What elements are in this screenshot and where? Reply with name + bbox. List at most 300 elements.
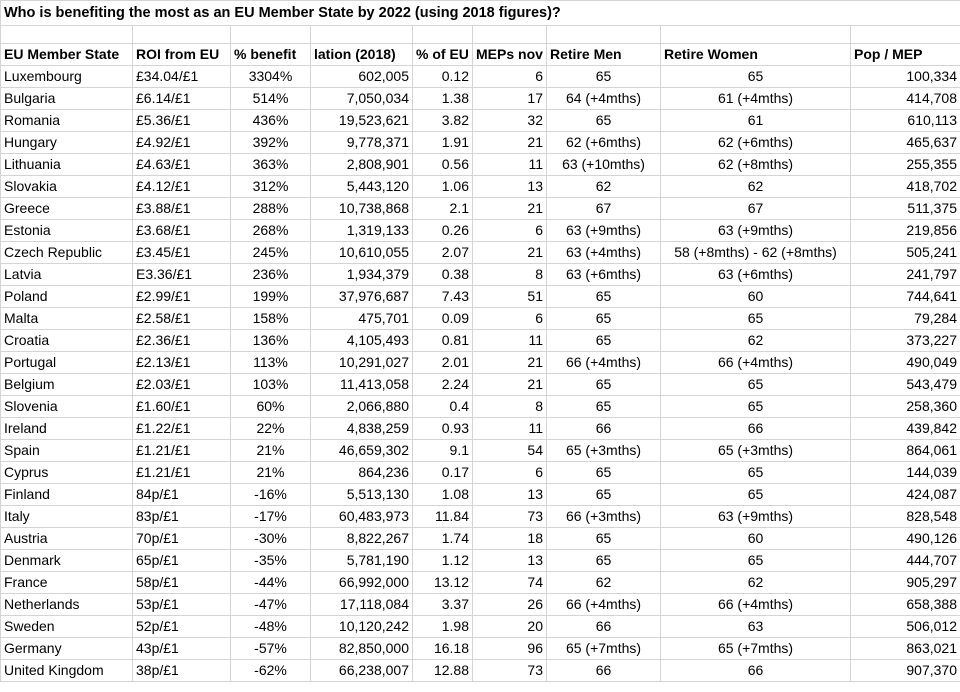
cell-meps[interactable]: 21 bbox=[473, 198, 547, 220]
title-row bbox=[1, 1, 960, 26]
cell-retire-men[interactable]: 65 bbox=[547, 528, 661, 550]
cell-pct-eu[interactable]: 2.07 bbox=[413, 242, 473, 264]
cell-state[interactable]: Luxembourg bbox=[1, 66, 133, 88]
cell-benefit[interactable]: 113% bbox=[231, 352, 311, 374]
table-row bbox=[1, 198, 960, 220]
table-row bbox=[1, 88, 960, 110]
cell-state[interactable]: Greece bbox=[1, 198, 133, 220]
cell-retire-women[interactable]: 62 bbox=[661, 176, 851, 198]
cell-retire-women[interactable]: 60 bbox=[661, 286, 851, 308]
cell-pct-eu[interactable]: 0.38 bbox=[413, 264, 473, 286]
cell-meps[interactable]: 21 bbox=[473, 352, 547, 374]
header-pct-eu[interactable]: % of EU bbox=[413, 44, 473, 66]
cell-roi[interactable]: £5.36/£1 bbox=[133, 110, 231, 132]
cell-pop-mep[interactable]: 828,548 bbox=[851, 506, 960, 528]
cell-population[interactable]: 4,838,259 bbox=[311, 418, 413, 440]
cell-pct-eu[interactable]: 16.18 bbox=[413, 638, 473, 660]
cell-meps[interactable]: 18 bbox=[473, 528, 547, 550]
cell-roi[interactable]: 43p/£1 bbox=[133, 638, 231, 660]
cell-retire-women[interactable]: 65 bbox=[661, 66, 851, 88]
cell-pop-mep[interactable]: 511,375 bbox=[851, 198, 960, 220]
header-benefit[interactable]: % benefit bbox=[231, 44, 311, 66]
cell[interactable] bbox=[231, 26, 311, 44]
cell-population[interactable]: 5,443,120 bbox=[311, 176, 413, 198]
cell-state[interactable]: Finland bbox=[1, 484, 133, 506]
cell-retire-men[interactable]: 64 (+4mths) bbox=[547, 88, 661, 110]
cell-pct-eu[interactable]: 2.1 bbox=[413, 198, 473, 220]
cell-retire-women[interactable]: 67 bbox=[661, 198, 851, 220]
cell[interactable] bbox=[661, 26, 851, 44]
cell-pct-eu[interactable]: 0.17 bbox=[413, 462, 473, 484]
cell-retire-men[interactable]: 65 bbox=[547, 484, 661, 506]
cell-state[interactable]: Hungary bbox=[1, 132, 133, 154]
cell-benefit[interactable]: 158% bbox=[231, 308, 311, 330]
cell-meps[interactable]: 13 bbox=[473, 484, 547, 506]
cell-pop-mep[interactable]: 610,113 bbox=[851, 110, 960, 132]
cell-roi[interactable]: 83p/£1 bbox=[133, 506, 231, 528]
cell-population[interactable]: 5,513,130 bbox=[311, 484, 413, 506]
table-row bbox=[1, 352, 960, 374]
table-row bbox=[1, 638, 960, 660]
header-row bbox=[1, 44, 960, 66]
table-row bbox=[1, 594, 960, 616]
cell-roi[interactable]: £2.58/£1 bbox=[133, 308, 231, 330]
cell-benefit[interactable]: -47% bbox=[231, 594, 311, 616]
cell-population[interactable]: 66,992,000 bbox=[311, 572, 413, 594]
cell-benefit[interactable]: 436% bbox=[231, 110, 311, 132]
header-pop-mep[interactable]: Pop / MEP bbox=[851, 44, 960, 66]
cell-roi[interactable]: £1.21/£1 bbox=[133, 440, 231, 462]
cell-roi[interactable]: £2.36/£1 bbox=[133, 330, 231, 352]
table-row bbox=[1, 154, 960, 176]
cell-population[interactable]: 2,066,880 bbox=[311, 396, 413, 418]
cell-population[interactable]: 8,822,267 bbox=[311, 528, 413, 550]
cell-retire-men[interactable]: 66 bbox=[547, 660, 661, 682]
cell-roi[interactable]: £2.99/£1 bbox=[133, 286, 231, 308]
cell-meps[interactable]: 11 bbox=[473, 330, 547, 352]
cell-retire-men[interactable]: 63 (+9mths) bbox=[547, 220, 661, 242]
cell-meps[interactable]: 6 bbox=[473, 462, 547, 484]
cell-retire-women[interactable]: 62 (+6mths) bbox=[661, 132, 851, 154]
cell-meps[interactable]: 20 bbox=[473, 616, 547, 638]
cell-pop-mep[interactable]: 258,360 bbox=[851, 396, 960, 418]
cell-retire-women[interactable]: 63 bbox=[661, 616, 851, 638]
cell-state[interactable]: Spain bbox=[1, 440, 133, 462]
cell-retire-women[interactable]: 62 bbox=[661, 572, 851, 594]
cell-state[interactable]: Austria bbox=[1, 528, 133, 550]
cell-retire-women[interactable]: 60 bbox=[661, 528, 851, 550]
cell-pop-mep[interactable]: 490,049 bbox=[851, 352, 960, 374]
cell-roi[interactable]: £4.12/£1 bbox=[133, 176, 231, 198]
cell-pop-mep[interactable]: 543,479 bbox=[851, 374, 960, 396]
cell-roi[interactable]: £2.03/£1 bbox=[133, 374, 231, 396]
cell-benefit[interactable]: 22% bbox=[231, 418, 311, 440]
cell-retire-men[interactable]: 65 bbox=[547, 374, 661, 396]
cell-retire-women[interactable]: 62 (+8mths) bbox=[661, 154, 851, 176]
table-row bbox=[1, 418, 960, 440]
cell-benefit[interactable]: -16% bbox=[231, 484, 311, 506]
cell-roi[interactable]: £3.68/£1 bbox=[133, 220, 231, 242]
table-row bbox=[1, 242, 960, 264]
cell[interactable] bbox=[413, 26, 473, 44]
cell-benefit[interactable]: 245% bbox=[231, 242, 311, 264]
cell-retire-women[interactable]: 65 bbox=[661, 550, 851, 572]
header-retire-women[interactable]: Retire Women bbox=[661, 44, 851, 66]
cell-state[interactable]: Denmark bbox=[1, 550, 133, 572]
cell-pop-mep[interactable]: 864,061 bbox=[851, 440, 960, 462]
cell-meps[interactable]: 6 bbox=[473, 66, 547, 88]
cell-roi[interactable]: E3.36/£1 bbox=[133, 264, 231, 286]
header-state[interactable]: EU Member State bbox=[1, 44, 133, 66]
header-retire-men[interactable]: Retire Men bbox=[547, 44, 661, 66]
cell-roi[interactable]: 84p/£1 bbox=[133, 484, 231, 506]
cell-benefit[interactable]: -30% bbox=[231, 528, 311, 550]
cell-state[interactable]: Portugal bbox=[1, 352, 133, 374]
cell-roi[interactable]: £1.22/£1 bbox=[133, 418, 231, 440]
table-row bbox=[1, 220, 960, 242]
cell-state[interactable]: Cyprus bbox=[1, 462, 133, 484]
cell-benefit[interactable]: -57% bbox=[231, 638, 311, 660]
cell-pop-mep[interactable]: 144,039 bbox=[851, 462, 960, 484]
cell-retire-men[interactable]: 62 bbox=[547, 572, 661, 594]
header-population[interactable]: lation (2018) bbox=[311, 44, 413, 66]
cell-retire-women[interactable]: 62 bbox=[661, 330, 851, 352]
cell-benefit[interactable]: 363% bbox=[231, 154, 311, 176]
cell-population[interactable]: 19,523,621 bbox=[311, 110, 413, 132]
cell-retire-women[interactable]: 65 bbox=[661, 308, 851, 330]
header-roi[interactable]: ROI from EU bbox=[133, 44, 231, 66]
table-row bbox=[1, 660, 960, 682]
cell-roi[interactable]: £4.92/£1 bbox=[133, 132, 231, 154]
cell-pct-eu[interactable]: 3.82 bbox=[413, 110, 473, 132]
cell-pct-eu[interactable]: 2.01 bbox=[413, 352, 473, 374]
table-row bbox=[1, 66, 960, 88]
cell-population[interactable]: 82,850,000 bbox=[311, 638, 413, 660]
cell-population[interactable]: 475,701 bbox=[311, 308, 413, 330]
cell-retire-women[interactable]: 66 (+4mths) bbox=[661, 352, 851, 374]
table-row bbox=[1, 528, 960, 550]
cell[interactable] bbox=[133, 26, 231, 44]
cell-meps[interactable]: 17 bbox=[473, 88, 547, 110]
cell-benefit[interactable]: 288% bbox=[231, 198, 311, 220]
cell-meps[interactable]: 13 bbox=[473, 550, 547, 572]
cell-retire-men[interactable]: 65 (+7mths) bbox=[547, 638, 661, 660]
table-body bbox=[1, 1, 960, 682]
cell-population[interactable]: 5,781,190 bbox=[311, 550, 413, 572]
cell-retire-men[interactable]: 63 (+4mths) bbox=[547, 242, 661, 264]
cell-population[interactable]: 4,105,493 bbox=[311, 330, 413, 352]
cell-roi[interactable]: 70p/£1 bbox=[133, 528, 231, 550]
cell-state[interactable]: Malta bbox=[1, 308, 133, 330]
cell-pct-eu[interactable]: 9.1 bbox=[413, 440, 473, 462]
cell-roi[interactable]: £4.63/£1 bbox=[133, 154, 231, 176]
cell-retire-men[interactable]: 62 bbox=[547, 176, 661, 198]
cell[interactable] bbox=[1, 26, 133, 44]
cell-state[interactable]: Italy bbox=[1, 506, 133, 528]
cell-roi[interactable]: £6.14/£1 bbox=[133, 88, 231, 110]
cell-benefit[interactable]: 514% bbox=[231, 88, 311, 110]
cell-pop-mep[interactable]: 506,012 bbox=[851, 616, 960, 638]
cell-pop-mep[interactable]: 255,355 bbox=[851, 154, 960, 176]
cell-pct-eu[interactable]: 1.06 bbox=[413, 176, 473, 198]
cell[interactable] bbox=[851, 26, 960, 44]
cell-state[interactable]: Estonia bbox=[1, 220, 133, 242]
table-row bbox=[1, 550, 960, 572]
cell-retire-women[interactable]: 66 bbox=[661, 660, 851, 682]
cell-benefit[interactable]: 312% bbox=[231, 176, 311, 198]
cell-meps[interactable]: 54 bbox=[473, 440, 547, 462]
cell-pct-eu[interactable]: 1.08 bbox=[413, 484, 473, 506]
cell-benefit[interactable]: -35% bbox=[231, 550, 311, 572]
cell-state[interactable]: Belgium bbox=[1, 374, 133, 396]
table-row bbox=[1, 110, 960, 132]
cell-retire-women[interactable]: 65 (+3mths) bbox=[661, 440, 851, 462]
cell-meps[interactable]: 21 bbox=[473, 374, 547, 396]
cell-state[interactable]: Lithuania bbox=[1, 154, 133, 176]
cell-pop-mep[interactable]: 863,021 bbox=[851, 638, 960, 660]
cell-benefit[interactable]: 236% bbox=[231, 264, 311, 286]
cell-pop-mep[interactable]: 219,856 bbox=[851, 220, 960, 242]
cell-pop-mep[interactable]: 905,297 bbox=[851, 572, 960, 594]
cell-population[interactable]: 10,610,055 bbox=[311, 242, 413, 264]
cell-meps[interactable]: 6 bbox=[473, 220, 547, 242]
cell-population[interactable]: 1,934,379 bbox=[311, 264, 413, 286]
cell-benefit[interactable]: 3304% bbox=[231, 66, 311, 88]
cell-benefit[interactable]: 21% bbox=[231, 440, 311, 462]
cell-state[interactable]: Croatia bbox=[1, 330, 133, 352]
cell-benefit[interactable]: -44% bbox=[231, 572, 311, 594]
cell-benefit[interactable]: -48% bbox=[231, 616, 311, 638]
cell-roi[interactable]: 38p/£1 bbox=[133, 660, 231, 682]
sheet-title[interactable]: Who is benefiting the most as an EU Member State by 2022 (using 2018 figures)? bbox=[1, 1, 960, 26]
cell-population[interactable]: 11,413,058 bbox=[311, 374, 413, 396]
cell-meps[interactable]: 96 bbox=[473, 638, 547, 660]
table-row bbox=[1, 264, 960, 286]
cell-population[interactable]: 10,291,027 bbox=[311, 352, 413, 374]
cell-retire-men[interactable]: 66 bbox=[547, 616, 661, 638]
cell-meps[interactable]: 51 bbox=[473, 286, 547, 308]
cell-pct-eu[interactable]: 3.37 bbox=[413, 594, 473, 616]
cell-roi[interactable]: £1.21/£1 bbox=[133, 462, 231, 484]
cell-pct-eu[interactable]: 11.84 bbox=[413, 506, 473, 528]
cell-state[interactable]: United Kingdom bbox=[1, 660, 133, 682]
cell-meps[interactable]: 73 bbox=[473, 660, 547, 682]
cell-pct-eu[interactable]: 1.74 bbox=[413, 528, 473, 550]
cell-retire-men[interactable]: 65 bbox=[547, 286, 661, 308]
cell-retire-men[interactable]: 62 (+6mths) bbox=[547, 132, 661, 154]
cell-retire-women[interactable]: 65 bbox=[661, 374, 851, 396]
cell-retire-men[interactable]: 63 (+10mths) bbox=[547, 154, 661, 176]
cell-benefit[interactable]: -62% bbox=[231, 660, 311, 682]
cell-pct-eu[interactable]: 0.12 bbox=[413, 66, 473, 88]
table-row bbox=[1, 374, 960, 396]
cell-retire-women[interactable]: 58 (+8mths) - 62 (+8mths) bbox=[661, 242, 851, 264]
cell-state[interactable]: Slovenia bbox=[1, 396, 133, 418]
table-row bbox=[1, 506, 960, 528]
cell-meps[interactable]: 11 bbox=[473, 418, 547, 440]
cell-meps[interactable]: 21 bbox=[473, 242, 547, 264]
cell-roi[interactable]: £3.45/£1 bbox=[133, 242, 231, 264]
table-row bbox=[1, 308, 960, 330]
cell-retire-men[interactable]: 65 bbox=[547, 308, 661, 330]
cell-state[interactable]: Slovakia bbox=[1, 176, 133, 198]
cell-benefit[interactable]: 392% bbox=[231, 132, 311, 154]
cell-population[interactable]: 9,778,371 bbox=[311, 132, 413, 154]
cell-retire-women[interactable]: 63 (+9mths) bbox=[661, 506, 851, 528]
cell-meps[interactable]: 11 bbox=[473, 154, 547, 176]
cell-pop-mep[interactable]: 373,227 bbox=[851, 330, 960, 352]
cell-population[interactable]: 1,319,133 bbox=[311, 220, 413, 242]
cell-state[interactable]: France bbox=[1, 572, 133, 594]
cell-population[interactable]: 10,120,242 bbox=[311, 616, 413, 638]
cell-meps[interactable]: 13 bbox=[473, 176, 547, 198]
cell-meps[interactable]: 32 bbox=[473, 110, 547, 132]
table-row bbox=[1, 440, 960, 462]
cell-population[interactable]: 17,118,084 bbox=[311, 594, 413, 616]
table-row bbox=[1, 616, 960, 638]
cell-population[interactable]: 864,236 bbox=[311, 462, 413, 484]
table-row bbox=[1, 484, 960, 506]
cell-retire-men[interactable]: 66 (+4mths) bbox=[547, 352, 661, 374]
cell-population[interactable]: 46,659,302 bbox=[311, 440, 413, 462]
cell-pop-mep[interactable]: 79,284 bbox=[851, 308, 960, 330]
cell-retire-men[interactable]: 65 bbox=[547, 550, 661, 572]
cell-retire-men[interactable]: 65 bbox=[547, 330, 661, 352]
cell-state[interactable]: Latvia bbox=[1, 264, 133, 286]
cell-population[interactable]: 60,483,973 bbox=[311, 506, 413, 528]
cell-population[interactable]: 2,808,901 bbox=[311, 154, 413, 176]
cell-state[interactable]: Bulgaria bbox=[1, 88, 133, 110]
cell-pct-eu[interactable]: 0.4 bbox=[413, 396, 473, 418]
table-row bbox=[1, 396, 960, 418]
cell[interactable] bbox=[547, 26, 661, 44]
cell-retire-men[interactable]: 63 (+6mths) bbox=[547, 264, 661, 286]
cell-roi[interactable]: £34.04/£1 bbox=[133, 66, 231, 88]
cell-pop-mep[interactable]: 490,126 bbox=[851, 528, 960, 550]
cell-retire-men[interactable]: 66 bbox=[547, 418, 661, 440]
cell-meps[interactable]: 73 bbox=[473, 506, 547, 528]
cell-retire-women[interactable]: 63 (+6mths) bbox=[661, 264, 851, 286]
cell-pop-mep[interactable]: 439,842 bbox=[851, 418, 960, 440]
table-row bbox=[1, 572, 960, 594]
cell-state[interactable]: Ireland bbox=[1, 418, 133, 440]
cell-pct-eu[interactable]: 0.56 bbox=[413, 154, 473, 176]
cell-pct-eu[interactable]: 7.43 bbox=[413, 286, 473, 308]
cell-retire-women[interactable]: 65 bbox=[661, 396, 851, 418]
cell-pct-eu[interactable]: 1.38 bbox=[413, 88, 473, 110]
cell-meps[interactable]: 6 bbox=[473, 308, 547, 330]
cell-retire-women[interactable]: 61 (+4mths) bbox=[661, 88, 851, 110]
cell-roi[interactable]: 52p/£1 bbox=[133, 616, 231, 638]
cell-pct-eu[interactable]: 12.88 bbox=[413, 660, 473, 682]
cell-retire-women[interactable]: 65 (+7mths) bbox=[661, 638, 851, 660]
cell-pop-mep[interactable]: 418,702 bbox=[851, 176, 960, 198]
cell-population[interactable]: 10,738,868 bbox=[311, 198, 413, 220]
table-row bbox=[1, 330, 960, 352]
cell[interactable] bbox=[473, 26, 547, 44]
cell-pct-eu[interactable]: 1.12 bbox=[413, 550, 473, 572]
cell-population[interactable]: 66,238,007 bbox=[311, 660, 413, 682]
cell-state[interactable]: Netherlands bbox=[1, 594, 133, 616]
cell-retire-women[interactable]: 65 bbox=[661, 462, 851, 484]
cell-benefit[interactable]: 21% bbox=[231, 462, 311, 484]
cell-pct-eu[interactable]: 0.09 bbox=[413, 308, 473, 330]
cell-meps[interactable]: 8 bbox=[473, 396, 547, 418]
cell-pct-eu[interactable]: 1.98 bbox=[413, 616, 473, 638]
cell-retire-women[interactable]: 65 bbox=[661, 484, 851, 506]
cell-retire-women[interactable]: 66 bbox=[661, 418, 851, 440]
cell-roi[interactable]: £3.88/£1 bbox=[133, 198, 231, 220]
cell-meps[interactable]: 21 bbox=[473, 132, 547, 154]
cell-pop-mep[interactable]: 907,370 bbox=[851, 660, 960, 682]
cell-pct-eu[interactable]: 2.24 bbox=[413, 374, 473, 396]
cell-roi[interactable]: 65p/£1 bbox=[133, 550, 231, 572]
table-row bbox=[1, 176, 960, 198]
cell-pop-mep[interactable]: 424,087 bbox=[851, 484, 960, 506]
cell-retire-men[interactable]: 65 bbox=[547, 462, 661, 484]
cell-benefit[interactable]: 103% bbox=[231, 374, 311, 396]
cell-retire-men[interactable]: 67 bbox=[547, 198, 661, 220]
cell-benefit[interactable]: 268% bbox=[231, 220, 311, 242]
table-row bbox=[1, 286, 960, 308]
cell-benefit[interactable]: 199% bbox=[231, 286, 311, 308]
cell-roi[interactable]: £2.13/£1 bbox=[133, 352, 231, 374]
cell-meps[interactable]: 8 bbox=[473, 264, 547, 286]
cell-state[interactable]: Romania bbox=[1, 110, 133, 132]
cell-retire-men[interactable]: 65 bbox=[547, 66, 661, 88]
header-meps[interactable]: MEPs nov bbox=[473, 44, 547, 66]
cell-benefit[interactable]: 60% bbox=[231, 396, 311, 418]
cell-pct-eu[interactable]: 0.93 bbox=[413, 418, 473, 440]
cell[interactable] bbox=[311, 26, 413, 44]
cell-pop-mep[interactable]: 658,388 bbox=[851, 594, 960, 616]
cell-roi[interactable]: 53p/£1 bbox=[133, 594, 231, 616]
cell-state[interactable]: Poland bbox=[1, 286, 133, 308]
cell-state[interactable]: Germany bbox=[1, 638, 133, 660]
cell-pop-mep[interactable]: 444,707 bbox=[851, 550, 960, 572]
cell-retire-men[interactable]: 65 bbox=[547, 396, 661, 418]
cell-meps[interactable]: 74 bbox=[473, 572, 547, 594]
cell-pop-mep[interactable]: 241,797 bbox=[851, 264, 960, 286]
cell-population[interactable]: 37,976,687 bbox=[311, 286, 413, 308]
cell-state[interactable]: Czech Republic bbox=[1, 242, 133, 264]
cell-population[interactable]: 7,050,034 bbox=[311, 88, 413, 110]
cell-retire-women[interactable]: 66 (+4mths) bbox=[661, 594, 851, 616]
cell-roi[interactable]: £1.60/£1 bbox=[133, 396, 231, 418]
cell-retire-women[interactable]: 63 (+9mths) bbox=[661, 220, 851, 242]
cell-retire-men[interactable]: 65 bbox=[547, 110, 661, 132]
cell-pct-eu[interactable]: 0.26 bbox=[413, 220, 473, 242]
cell-benefit[interactable]: -17% bbox=[231, 506, 311, 528]
cell-pct-eu[interactable]: 13.12 bbox=[413, 572, 473, 594]
cell-pop-mep[interactable]: 744,641 bbox=[851, 286, 960, 308]
cell-pct-eu[interactable]: 0.81 bbox=[413, 330, 473, 352]
cell-pct-eu[interactable]: 1.91 bbox=[413, 132, 473, 154]
cell-retire-women[interactable]: 61 bbox=[661, 110, 851, 132]
cell-pop-mep[interactable]: 414,708 bbox=[851, 88, 960, 110]
cell-benefit[interactable]: 136% bbox=[231, 330, 311, 352]
cell-roi[interactable]: 58p/£1 bbox=[133, 572, 231, 594]
cell-pop-mep[interactable]: 505,241 bbox=[851, 242, 960, 264]
cell-pop-mep[interactable]: 100,334 bbox=[851, 66, 960, 88]
cell-pop-mep[interactable]: 465,637 bbox=[851, 132, 960, 154]
cell-retire-men[interactable]: 66 (+3mths) bbox=[547, 506, 661, 528]
cell-retire-men[interactable]: 66 (+4mths) bbox=[547, 594, 661, 616]
cell-meps[interactable]: 26 bbox=[473, 594, 547, 616]
cell-state[interactable]: Sweden bbox=[1, 616, 133, 638]
cell-retire-men[interactable]: 65 (+3mths) bbox=[547, 440, 661, 462]
cell-population[interactable]: 602,005 bbox=[311, 66, 413, 88]
